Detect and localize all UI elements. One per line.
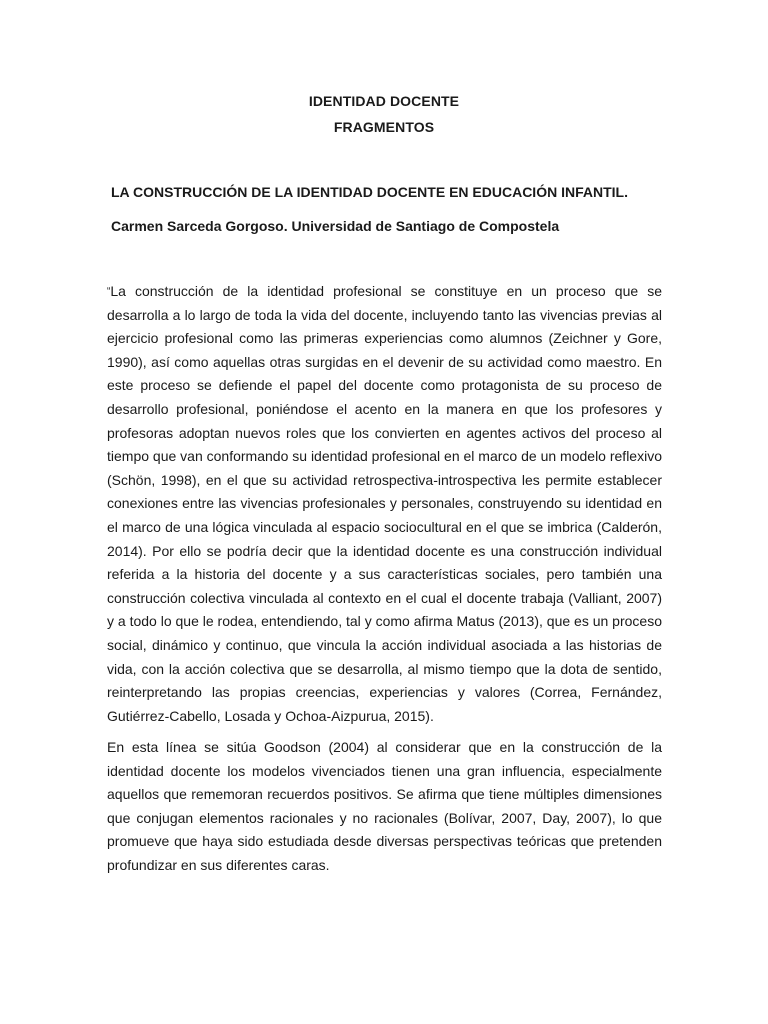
document-title: IDENTIDAD DOCENTE xyxy=(308,93,460,109)
article-title: LA CONSTRUCCIÓN DE LA IDENTIDAD DOCENTE EN EDUCACIÓN INFANTIL. xyxy=(111,184,628,200)
paragraph-2-text: En esta línea se sitúa Goodson (2004) al considerar que en la construcción de la identidad docente los modelos vivenciados tienen una gran influencia, especialmente aquellos que rememoran recuerdos positivos. Se afirma que tiene múltiples dimensiones que conjugan elementos racionales y no racionales (Bolívar, 2007, Day, 2007), lo que promueve que haya sido estudiada desde diversas perspectivas teóricas que pretenden profundizar en sus diferentes caras. xyxy=(107,739,662,873)
paragraph-1 xyxy=(107,280,662,728)
document-subtitle: FRAGMENTOS xyxy=(333,119,435,135)
opening-quote-mark: “ xyxy=(107,286,111,297)
paragraph-1-text: La construcción de la identidad profesional se constituye en un proceso que se desarrolla a lo largo de toda la vida del docente, incluyendo tanto las vivencias previas al ejercicio profesional como las primeras experiencias como alumnos (Zeichner y Gore, 1990), así como aquellas otras surgidas en el devenir de su actividad como maestro. En este proceso se defiende el papel del docente como protagonista de su proceso de desarrollo profesional, poniéndose el acento en la manera en que los profesores y profesoras adoptan nuevos roles que los convierten en agentes activos del proceso al tiempo que van conformando su identidad profesional en el marco de un modelo reflexivo (Schön, 1998), en el que su actividad retrospectiva-introspectiva les permite establecer conexiones entre las vivencias profesionales y personales, construyendo su identidad en el marco de una lógica vinculada al espacio sociocultural en el que se imbrica (Calderón, 2014). Por ello se podría decir que la identidad docente es una construcción individual referida a la historia del docente y a sus características sociales, pero también una construcción colectiva vinculada al contexto en el cual el docente trabaja (Valliant, 2007) y a todo lo que le rodea, entendiendo, tal y como afirma Matus (2013), que es un proceso social, dinámico y continuo, que vincula la acción individual asociada a las historias de vida, con la acción colectiva que se desarrolla, al mismo tiempo que la dota de sentido, reinterpretando las propias creencias, experiencias y valores (Correa, Fernández, Gutiérrez-Cabello, Losada y Ochoa-Aizpurua, 2015). xyxy=(107,283,662,724)
paragraph-2 xyxy=(107,736,662,878)
author-line: Carmen Sarceda Gorgoso. Universidad de Santiago de Compostela xyxy=(111,218,560,234)
